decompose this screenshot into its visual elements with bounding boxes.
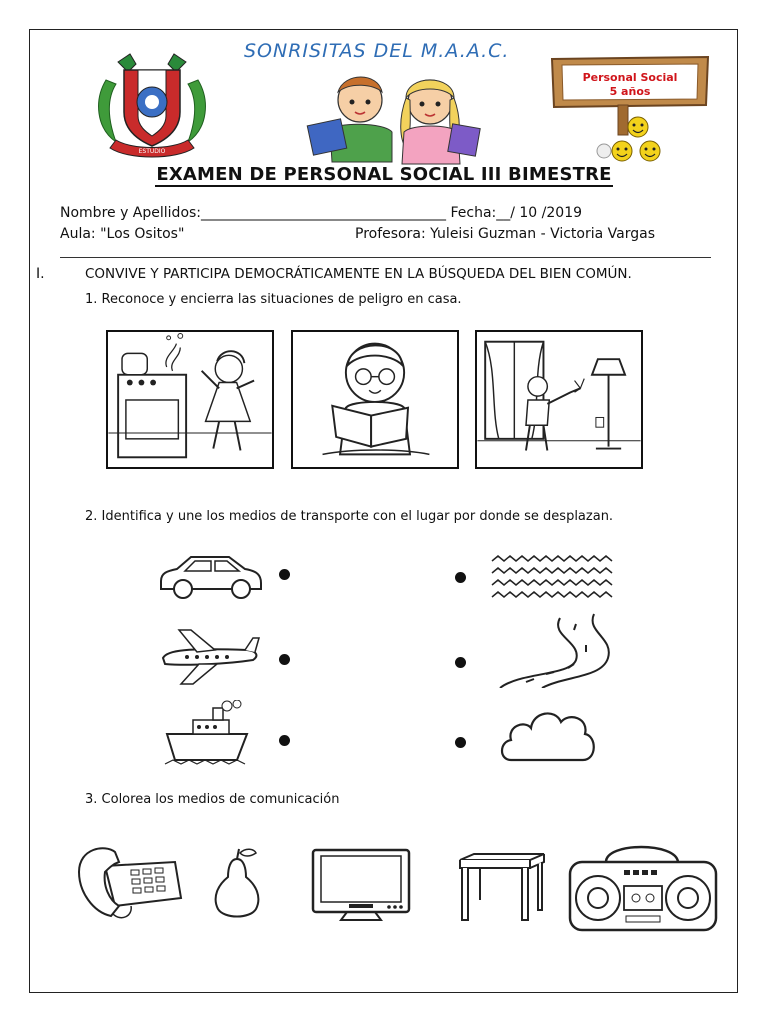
sign-subject: Personal Social	[582, 71, 678, 84]
match-dot[interactable]	[455, 572, 466, 583]
sign-grade: 5 años	[609, 85, 651, 98]
boy-touching-outlet-icon[interactable]	[475, 330, 643, 469]
section-numeral: I.	[36, 266, 45, 282]
television-icon[interactable]	[311, 848, 411, 922]
pear-icon[interactable]	[208, 845, 266, 919]
smiley-icon	[612, 141, 632, 161]
airplane-icon	[157, 626, 261, 686]
exam-title: EXAMEN DE PERSONAL SOCIAL III BIMESTRE	[156, 164, 612, 185]
boy-reading-book-icon[interactable]	[291, 330, 459, 469]
match-dot[interactable]	[279, 569, 290, 580]
subject-sign-icon	[548, 55, 713, 165]
girl-near-stove-icon[interactable]	[106, 330, 274, 469]
water-waves-icon	[490, 553, 616, 601]
classroom-label: Aula: "Los Ositos"	[60, 226, 185, 242]
section-title: CONVIVE Y PARTICIPA DEMOCRÁTICAMENTE EN LA BÚSQUEDA DEL BIEN COMÚN.	[85, 266, 632, 282]
school-name: SONRISITAS DEL M.A.A.C.	[244, 40, 510, 62]
question-2-label: 2. Identifica y une los medios de transporte con el lugar por donde se desplazan.	[85, 509, 614, 524]
school-crest-icon	[88, 50, 216, 162]
smiley-icon	[640, 141, 660, 161]
ship-icon	[163, 700, 255, 770]
match-dot[interactable]	[279, 654, 290, 665]
match-dot[interactable]	[455, 657, 466, 668]
car-icon	[157, 551, 265, 601]
crest-motto: ESTUDIO	[138, 148, 166, 155]
question-1-label: 1. Reconoce y encierra las situaciones de peligro en casa.	[85, 292, 462, 307]
name-date-line: Nombre y Apellidos:___________________________________ Fecha:__/ 10 /2019	[60, 205, 583, 221]
road-icon	[490, 612, 616, 688]
cloud-icon	[497, 702, 599, 768]
match-dot[interactable]	[455, 737, 466, 748]
divider	[60, 257, 711, 258]
children-reading-icon	[300, 70, 490, 170]
table-icon[interactable]	[452, 850, 548, 924]
question-3-label: 3. Colorea los medios de comunicación	[85, 792, 340, 807]
smiley-icon	[628, 117, 648, 137]
telephone-icon[interactable]	[75, 842, 185, 922]
teacher-label: Profesora: Yuleisi Guzman - Victoria Vargas	[355, 226, 655, 242]
radio-cassette-icon[interactable]	[566, 838, 720, 934]
match-dot[interactable]	[279, 735, 290, 746]
